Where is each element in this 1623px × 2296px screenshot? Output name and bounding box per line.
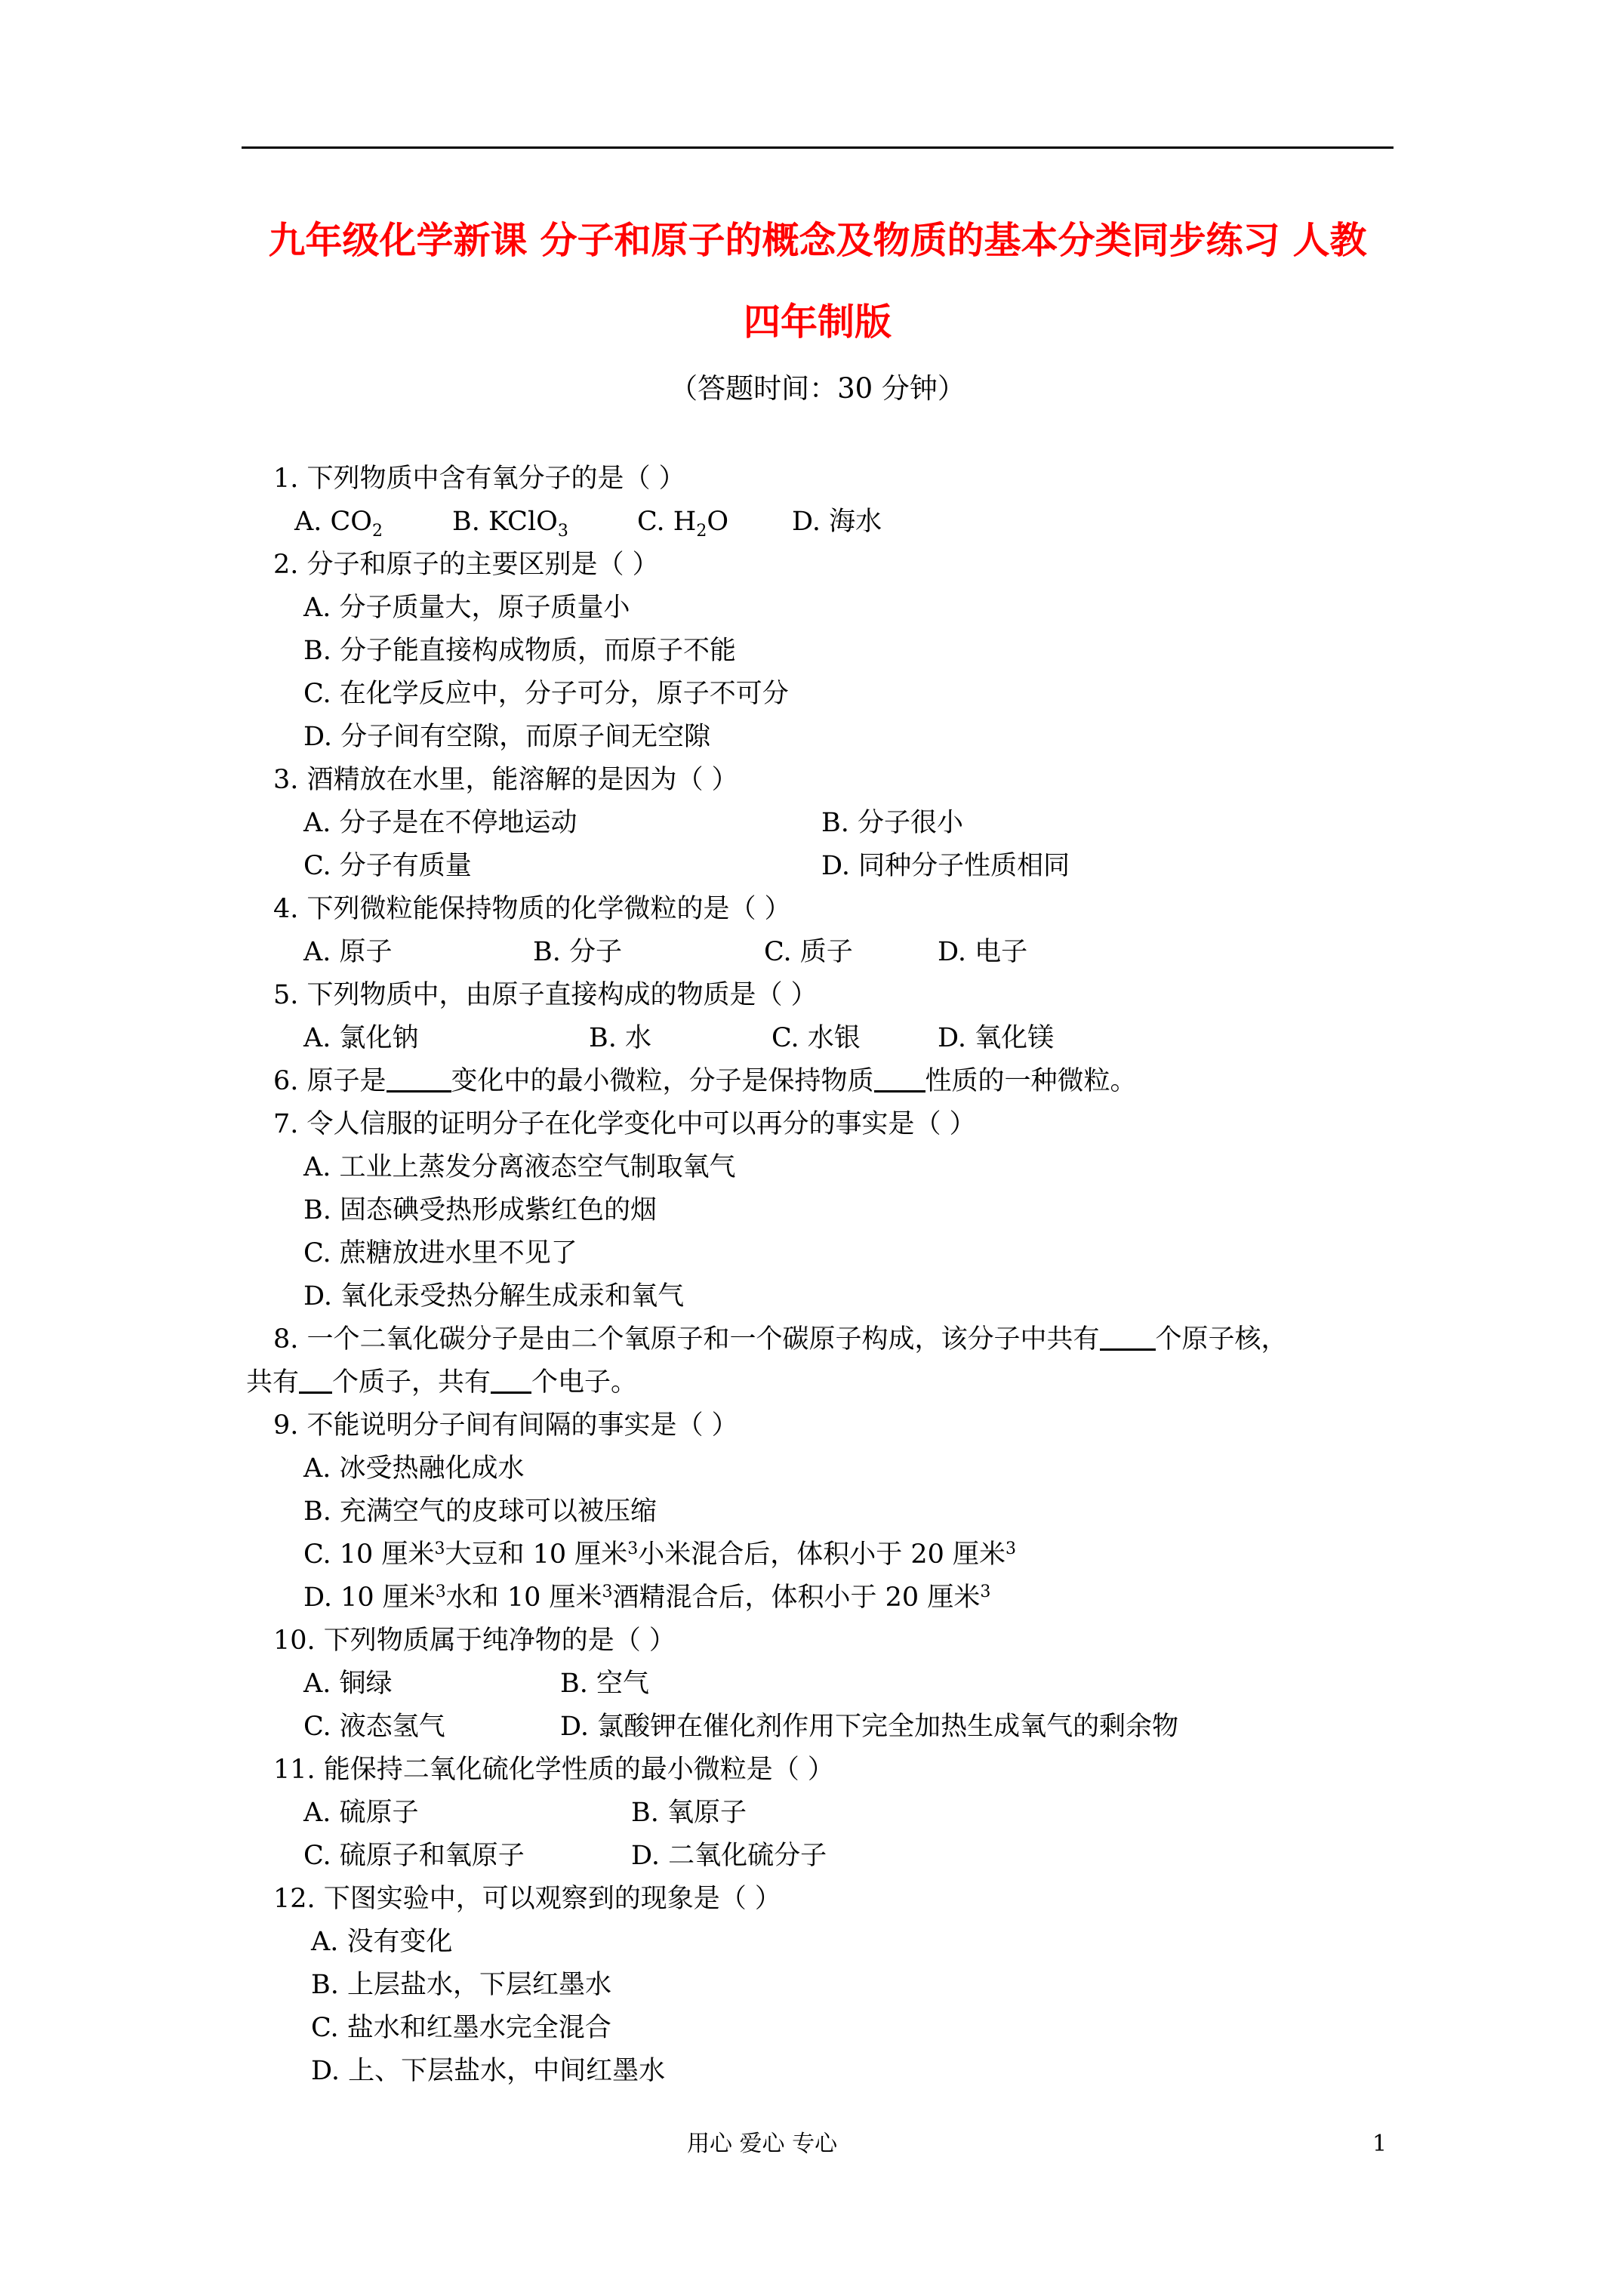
question-11-options-row1 [303,1796,1209,1829]
header-rule [242,146,1394,149]
question-2-option-a: A. 分子质量大，原子质量小 [303,593,630,623]
question-2-option-c: C. 在化学反应中，分子可分，原子不可分 [303,679,789,709]
option-d: D. 同种分子性质相同 [821,851,1070,881]
option-d: D. 氯酸钾在催化剂作用下完全加热生成氧气的剩余物 [560,1712,1179,1742]
question-8-line1: 8. 一个二氧化碳分子是由二个氧原子和一个碳原子构成，该分子中共有 个原子核， [273,1324,1288,1354]
option-b: B. 氧原子 [631,1798,747,1828]
question-12-option-a: A. 没有变化 [311,1927,453,1957]
question-4-stem: 4. 下列微粒能保持物质的化学微粒的是（ ） [273,894,791,924]
option-d: D. 海水 [792,507,882,537]
question-8-line2: 共有 个质子，共有 个电子。 [246,1367,638,1398]
option-b: B. 分子 [533,937,622,967]
option-c: C. 水银 [771,1023,861,1053]
question-9-stem: 9. 不能说明分子间有间隔的事实是（ ） [273,1410,738,1441]
question-9-option-d: D. 10 厘米$^3$水和 10 厘米$^3$酒精混合后，体积小于 20 厘米$^3$ [303,1583,991,1613]
question-2-option-b: B. 分子能直接构成物质，而原子不能 [303,636,736,666]
question-2-stem: 2. 分子和原子的主要区别是（ ） [273,550,659,580]
answer-blank[interactable] [874,1066,925,1093]
option-a: A. 铜绿 [303,1669,393,1699]
option-c: C. 分子有质量 [303,851,472,881]
option-b: B. 空气 [560,1669,649,1699]
option-b: B. 水 [589,1023,651,1053]
option-c: C. 质子 [764,937,853,967]
question-9-option-b: B. 充满空气的皮球可以被压缩 [303,1496,657,1527]
question-10-stem: 10. 下列物质属于纯净物的是（ ） [273,1626,676,1656]
option-a: A. 硫原子 [303,1798,419,1828]
question-5-stem: 5. 下列物质中，由原子直接构成的物质是（ ） [273,980,818,1010]
question-9-option-a: A. 冰受热融化成水 [303,1453,525,1484]
time-note: （答题时间：30 分钟） [670,372,965,405]
question-3-options-row1 [303,806,1209,840]
option-a: A. $CO_2$ [294,507,383,541]
answer-blank[interactable] [387,1066,451,1093]
option-d: D. 电子 [938,937,1028,967]
option-a: A. 分子是在不停地运动 [303,808,577,838]
question-9-option-c: C. 10 厘米$^3$大豆和 10 厘米$^3$小米混合后，体积小于 20 厘米$^3$ [303,1539,1017,1570]
question-5-options [303,1022,1209,1055]
option-c: C. $H_2O$ [637,507,729,541]
question-7-option-b: B. 固态碘受热形成紫红色的烟 [303,1195,657,1225]
page-title: 九年级化学新课 分子和原子的概念及物质的基本分类同步练习 人教 [268,218,1367,262]
question-6: 6. 原子是 变化中的最小微粒，分子是保持物质 性质的一种微粒。 [273,1066,1137,1096]
question-4-options [303,935,1209,969]
question-12-stem: 12. 下图实验中，可以观察到的现象是（ ） [273,1884,781,1914]
option-b: B. 分子很小 [821,808,963,838]
option-c: C. 液态氢气 [303,1712,445,1742]
question-10-options-row1 [303,1667,1285,1700]
question-12-option-c: C. 盐水和红墨水完全混合 [311,2013,611,2043]
question-1-options [294,505,974,541]
question-2-option-d: D. 分子间有空隙，而原子间无空隙 [303,722,711,752]
question-12-option-d: D. 上、下层盐水，中间红墨水 [311,2056,666,2086]
question-3-options-row2 [303,849,1209,883]
question-7-stem: 7. 令人信服的证明分子在化学变化中可以再分的事实是（ ） [273,1109,976,1139]
question-1-stem: 1. 下列物质中含有氧分子的是（ ） [273,464,685,494]
answer-blank[interactable] [1100,1324,1156,1351]
page-number: 1 [1372,2131,1387,2157]
question-10-options-row2 [303,1710,1285,1743]
option-c: C. 硫原子和氧原子 [303,1841,525,1871]
question-7-option-d: D. 氧化汞受热分解生成汞和氧气 [303,1281,685,1311]
option-a: A. 原子 [303,937,393,967]
question-11-stem: 11. 能保持二氧化硫化学性质的最小微粒是（ ） [273,1755,834,1785]
option-d: D. 二氧化硫分子 [631,1841,827,1871]
page-title-continued: 四年制版 [743,300,892,344]
answer-blank[interactable] [299,1367,332,1394]
option-d: D. 氧化镁 [938,1023,1055,1053]
question-7-option-c: C. 蔗糖放进水里不见了 [303,1238,577,1268]
option-a: A. 氯化钠 [303,1023,419,1053]
answer-blank[interactable] [491,1367,531,1394]
option-b: B. KClO$_3$ [452,507,568,541]
question-11-options-row2 [303,1839,1209,1872]
question-7-option-a: A. 工业上蒸发分离液态空气制取氧气 [303,1152,736,1182]
footer-motto: 用心 爱心 专心 [687,2131,838,2157]
question-3-stem: 3. 酒精放在水里，能溶解的是因为（ ） [273,765,738,795]
question-12-option-b: B. 上层盐水，下层红墨水 [311,1970,611,2000]
